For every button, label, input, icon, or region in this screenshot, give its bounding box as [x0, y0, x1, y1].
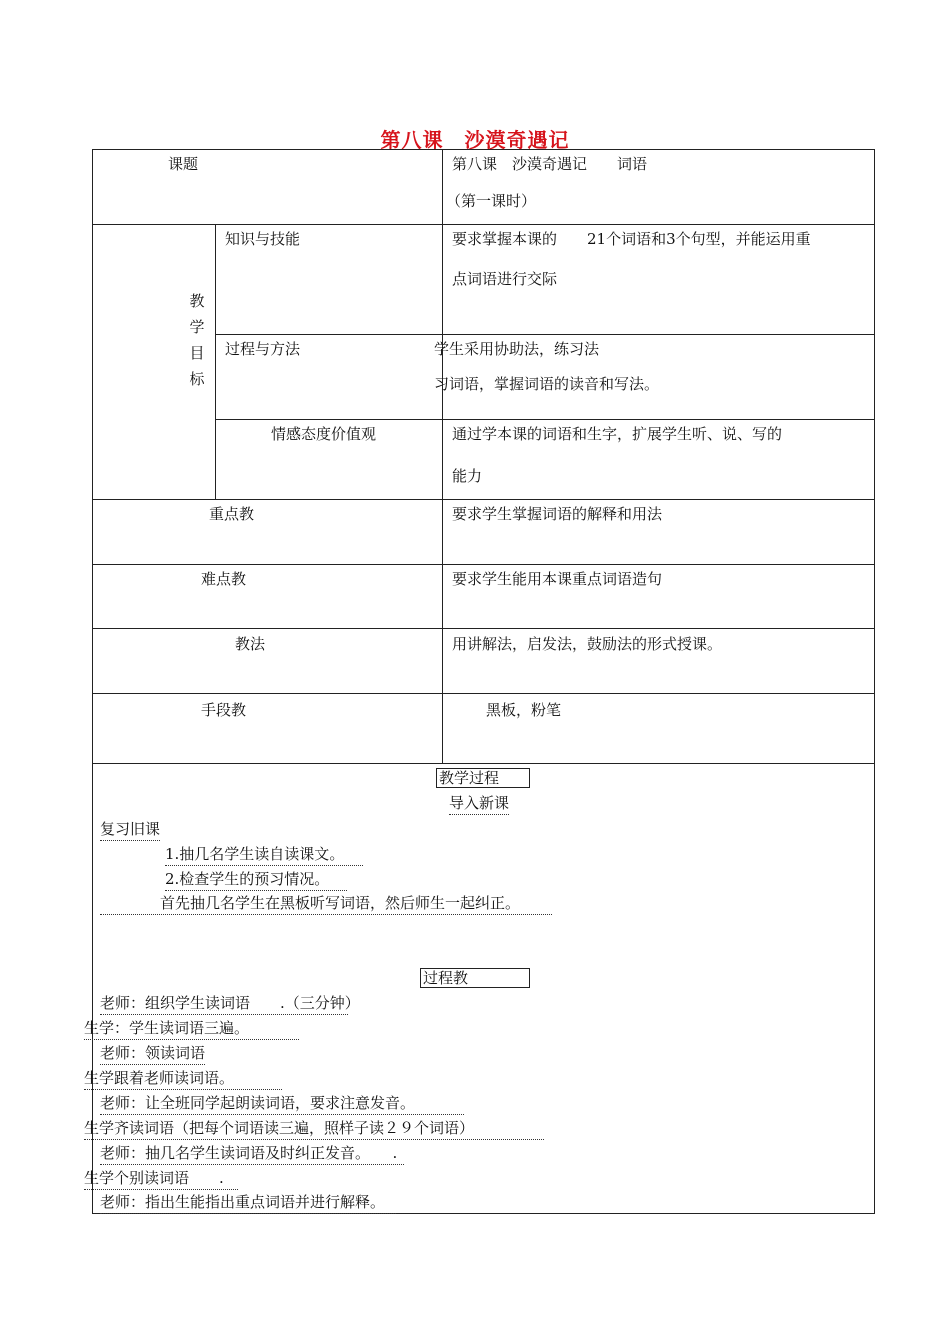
step-line: 老师：指出生能指出重点词语并进行解释。 — [100, 1192, 396, 1214]
table-divider — [215, 224, 216, 499]
table-divider — [92, 499, 874, 500]
step-line: 生学：学生读词语三遍。 — [84, 1018, 299, 1040]
page-title: 第八课 沙漠奇遇记 — [380, 128, 570, 152]
table-divider — [92, 763, 874, 764]
goal-name: 情感态度价值观 — [271, 425, 377, 443]
goals-label-char: 标 — [189, 370, 205, 388]
goal-desc-line: 点词语进行交际 — [452, 270, 558, 288]
goal-desc-line: 能力 — [452, 467, 483, 485]
row-label: 难点教 — [201, 570, 247, 588]
table-divider — [92, 224, 874, 225]
table-divider — [215, 419, 874, 420]
row-value: 黑板，粉笔 — [486, 701, 562, 719]
goals-label-char: 学 — [189, 318, 205, 336]
step-line: 老师：组织学生读词语 .（三分钟） — [100, 993, 348, 1015]
review-label: 复习旧课 — [100, 819, 160, 841]
topic-label: 课题 — [168, 155, 199, 173]
intro-heading: 导入新课 — [449, 793, 509, 815]
teaching-heading: 过程教 — [420, 968, 530, 988]
topic-value: 第八课 沙漠奇遇记 词语 — [452, 155, 648, 173]
goal-desc-line: 学生采用协助法，练习法 — [434, 340, 600, 358]
review-item: 2.检查学生的预习情况。 — [165, 869, 347, 891]
row-label: 手段教 — [201, 701, 247, 719]
row-value: 用讲解法，启发法，鼓励法的形式授课。 — [452, 635, 723, 653]
goal-name: 过程与方法 — [225, 340, 301, 358]
lesson-plan-table — [92, 149, 875, 1214]
table-divider — [92, 693, 874, 694]
table-divider — [442, 149, 443, 763]
review-item: 首先抽几名学生在黑板听写词语，然后师生一起纠正。 — [100, 893, 552, 915]
goal-desc-line: 要求掌握本课的 21个词语和3个句型，并能运用重 — [452, 230, 811, 248]
goal-desc-line: 习词语，掌握词语的读音和写法。 — [434, 375, 660, 393]
goals-label-char: 教 — [189, 292, 205, 310]
row-label: 重点教 — [209, 505, 255, 523]
row-value: 要求学生能用本课重点词语造句 — [452, 570, 663, 588]
step-line: 老师：抽几名学生读词语及时纠正发音。 . — [100, 1143, 404, 1165]
review-item: 1.抽几名学生读自读课文。 — [165, 844, 363, 866]
topic-period: （第一课时） — [446, 192, 537, 210]
goal-desc-line: 通过学本课的词语和生字，扩展学生听、说、写的 — [452, 425, 783, 443]
row-label: 教法 — [235, 635, 266, 653]
table-divider — [92, 628, 874, 629]
row-value: 要求学生掌握词语的解释和用法 — [452, 505, 663, 523]
step-line: 生学跟着老师读词语。 — [84, 1068, 282, 1090]
step-line: 生学个别读词语 . — [84, 1168, 238, 1190]
goals-label-char: 目 — [189, 344, 205, 362]
process-heading: 教学过程 — [436, 768, 530, 788]
step-line: 生学齐读词语（把每个词语读三遍，照样子读２９个词语） — [84, 1118, 544, 1140]
step-line: 老师：让全班同学起朗读词语，要求注意发音。 — [100, 1093, 464, 1115]
table-divider — [215, 334, 874, 335]
goal-name: 知识与技能 — [225, 230, 301, 248]
table-divider — [92, 564, 874, 565]
step-line: 老师：领读词语 — [100, 1043, 205, 1065]
